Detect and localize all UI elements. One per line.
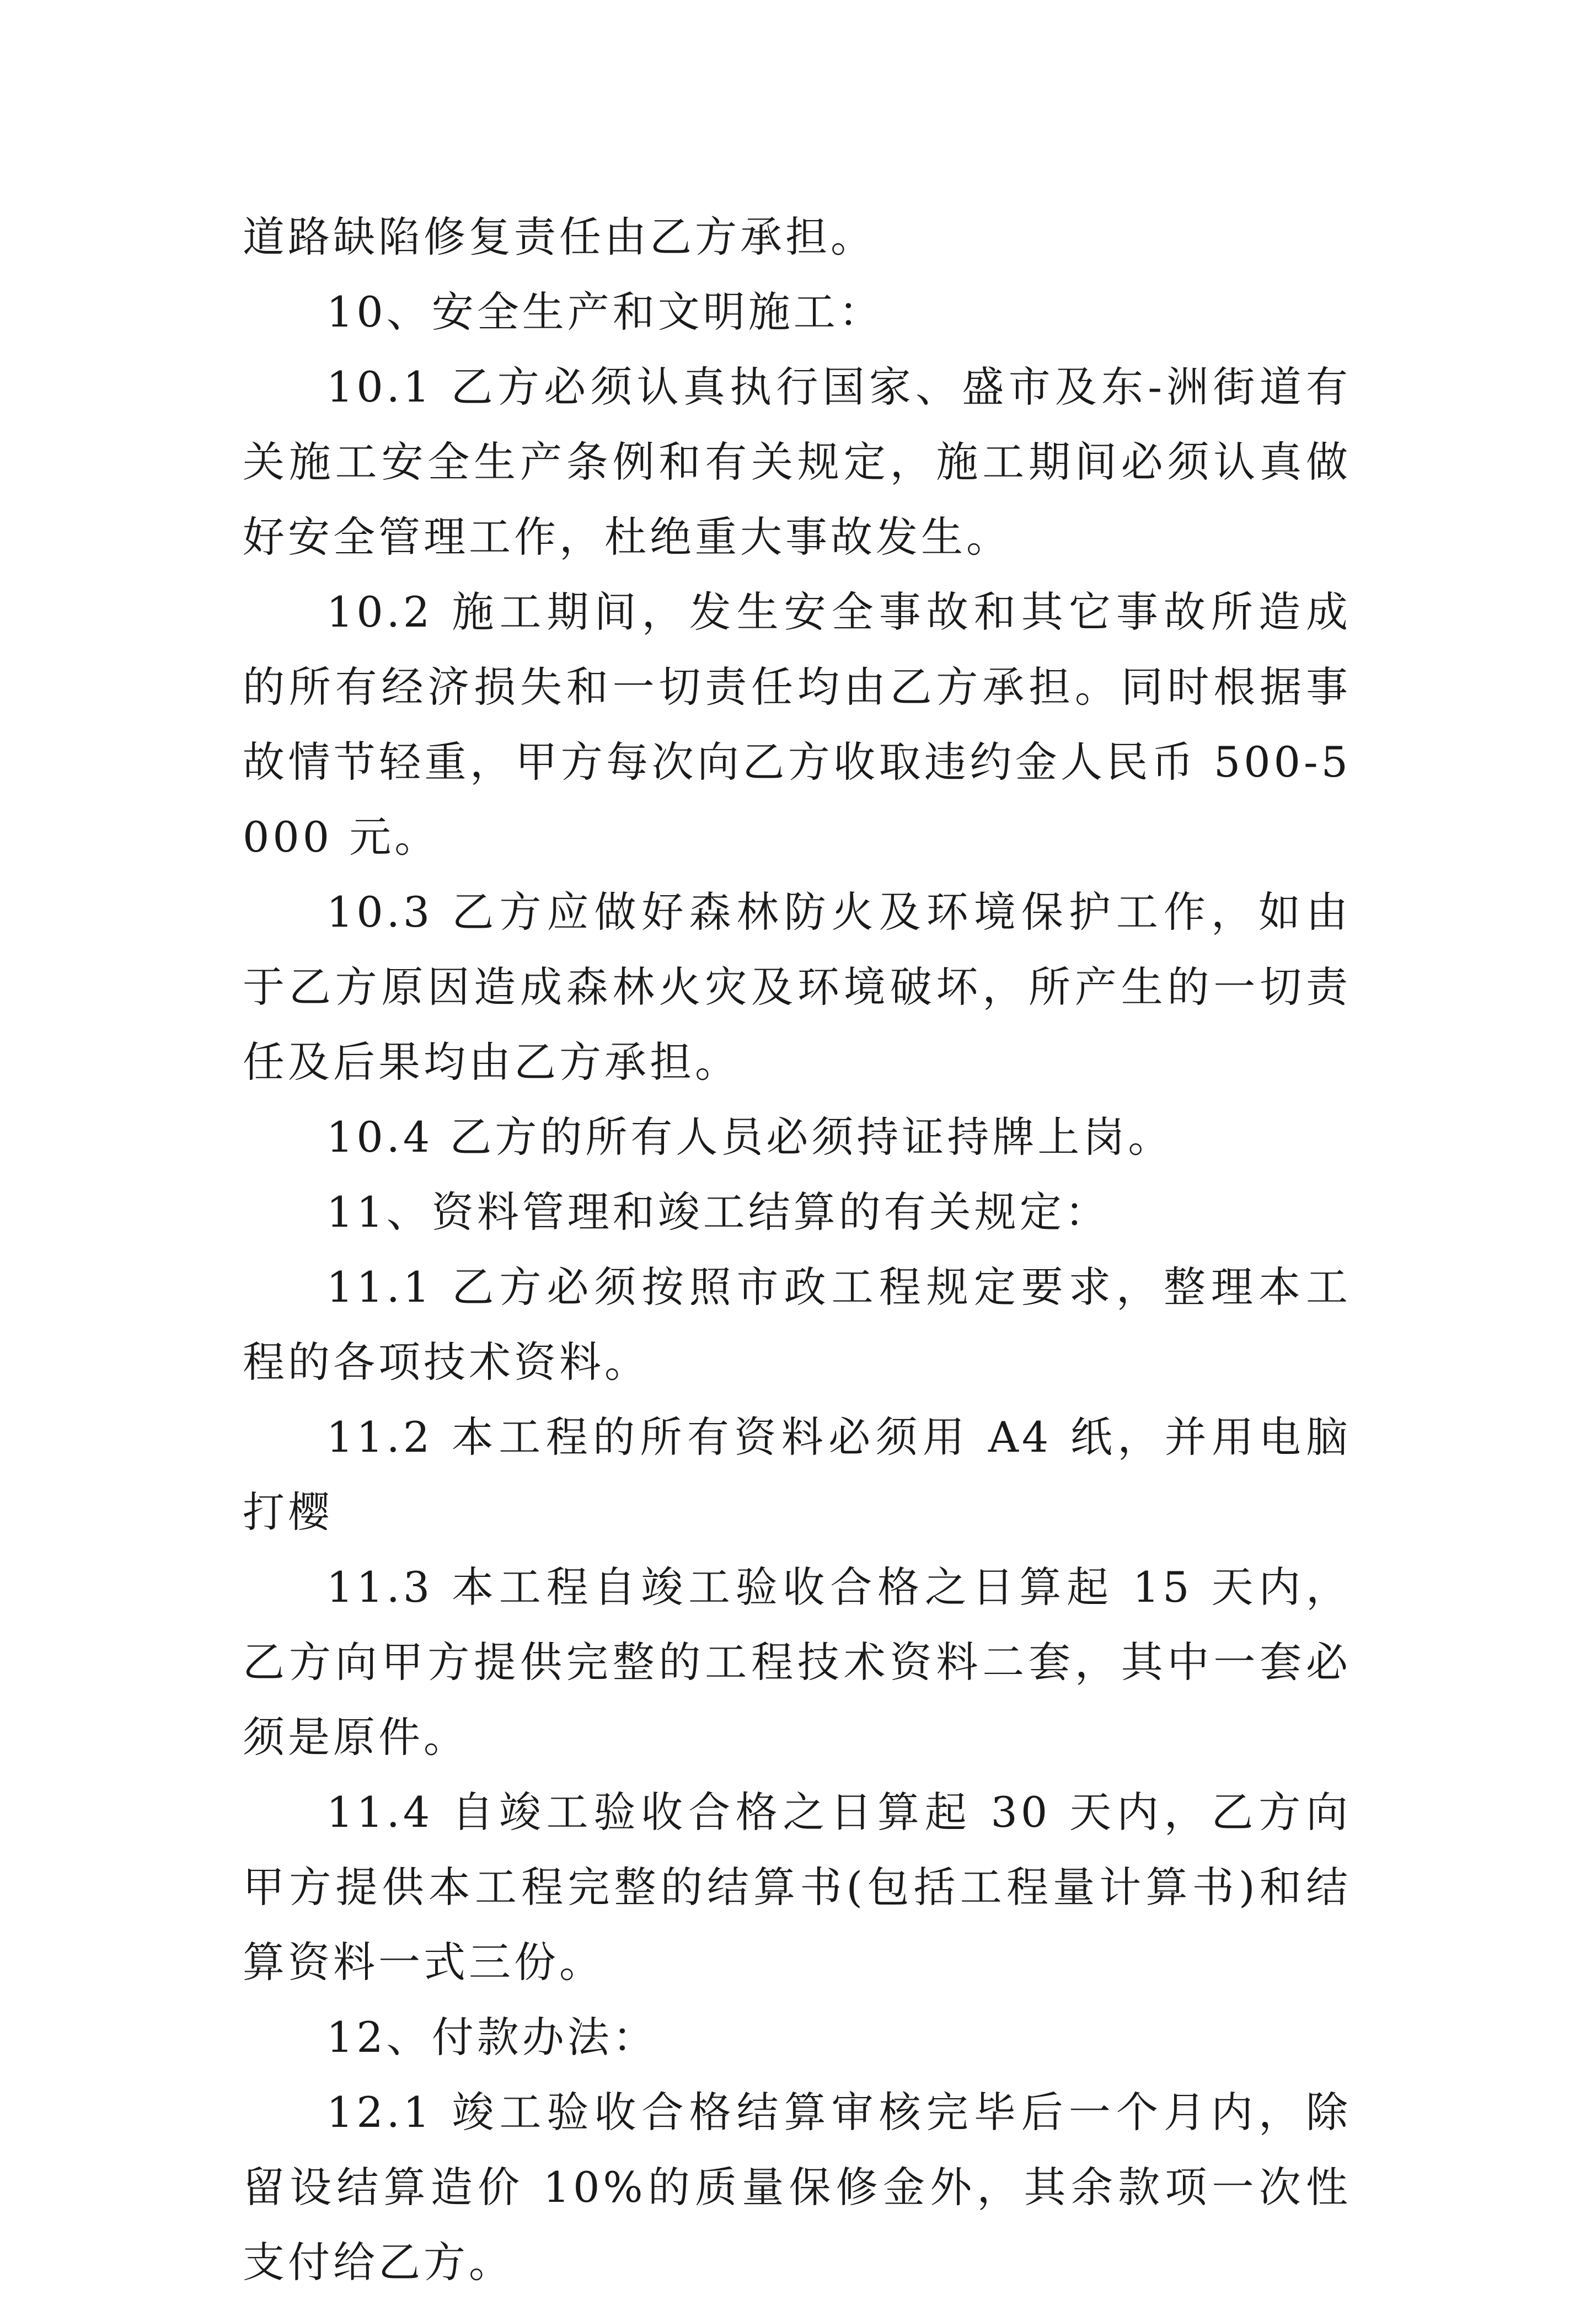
section-heading-10: 10、安全生产和文明施工： [326, 287, 884, 336]
document-body [243, 200, 1351, 2300]
clause-11-3: 11.3 本工程自竣工验收合格之日算起 15 天内，乙方向甲方提供完整的工程技术资料二套，其中一套必须是原件。 [243, 1563, 1351, 1762]
clause-12-1: 12.1 竣工验收合格结算审核完毕后一个月内，除留设结算造价 10%的质量保修金外，其余款项一次性支付给乙方。 [243, 2088, 1351, 2287]
clause-11-1: 11.1 乙方必须按照市政工程规定要求，整理本工程的各项技术资料。 [243, 1263, 1351, 1387]
section-heading-12: 12、付款办法： [326, 2013, 658, 2062]
clause-10-2: 10.2 施工期间，发生安全事故和其它事故所造成的所有经济损失和一切责任均由乙方承担。同时根据事故情节轻重，甲方每次向乙方收取违约金人民币 500-5000 元。 [243, 587, 1351, 862]
section-heading-11: 11、资料管理和竣工结算的有关规定： [326, 1188, 1110, 1237]
paragraph: 道路缺陷修复责任由乙方承担。 [243, 212, 876, 261]
clause-10-3: 10.3 乙方应做好森林防火及环境保护工作，如由于乙方原因造成森林火灾及环境破坏，所产生的一切责任及后果均由乙方承担。 [243, 887, 1351, 1087]
clause-11-2: 11.2 本工程的所有资料必须用 A4 纸，并用电脑打樱 [243, 1413, 1351, 1537]
clause-10-4: 10.4 乙方的所有人员必须持证持牌上岗。 [326, 1112, 1174, 1162]
clause-10-1: 10.1 乙方必须认真执行国家、盛市及东-洲街道有关施工安全生产条例和有关规定，施工期间必须认真做好安全管理工作，杜绝重大事故发生。 [243, 362, 1351, 561]
clause-11-4: 11.4 自竣工验收合格之日算起 30 天内，乙方向甲方提供本工程完整的结算书(包括工程量计算书)和结算资料一式三份。 [243, 1788, 1351, 1987]
